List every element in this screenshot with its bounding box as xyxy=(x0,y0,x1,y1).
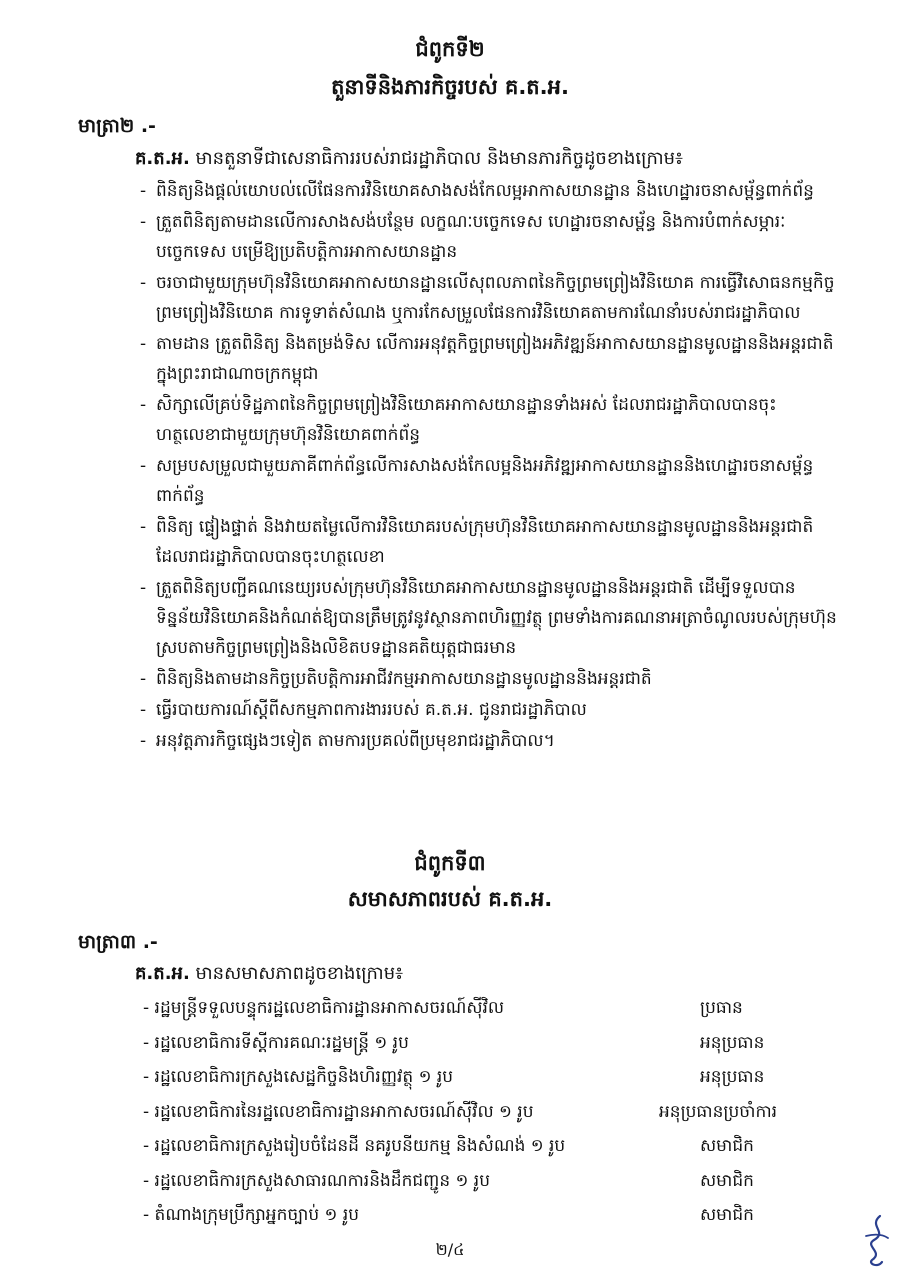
member-role: សមាជិក xyxy=(700,1205,754,1225)
member-row: - រដ្ឋលេខាធិការក្រសួងរៀបចំដែនដី នគរូបនីយកម្ម និងសំណង់ ១ រូប សមាជិក xyxy=(143,1131,843,1166)
chapter-2-subheading: តួនាទីនិងភារកិច្ចរបស់ គ.ត.អ. xyxy=(331,75,569,99)
member-title: រដ្ឋលេខាធិការក្រសួងសេដ្ឋកិច្ចនិងហិរញ្ញវត្ថុ ១ រូប xyxy=(154,1067,454,1087)
member-title: រដ្ឋលេខាធិការក្រសួងរៀបចំដែនដី នគរូបនីយកម្ម និងសំណង់ ១ រូប xyxy=(154,1136,566,1156)
article-3-intro xyxy=(135,960,835,988)
list-item: - ធ្វើរបាយការណ៍ស្តីពីសកម្មភាពការងាររបស់ គ.ត.អ. ជូនរាជរដ្ឋាភិបាល xyxy=(140,700,587,720)
member-role: សមាជិក xyxy=(700,1170,754,1191)
article-2-intro xyxy=(135,145,835,173)
article-3-intro-abbr: គ.ត.អ. xyxy=(135,963,190,984)
duties-list xyxy=(140,176,840,756)
member-title: រដ្ឋលេខាធិការទីស្តីការគណៈរដ្ឋមន្ត្រី ១ រូប xyxy=(154,1032,409,1053)
member-title: រដ្ឋមន្ត្រីទទួលបន្ទុករដ្ឋលេខាធិការដ្ឋានអាកាសចរណ៍ស៊ីវិល xyxy=(154,998,505,1018)
list-item: - ពិនិត្យនិងតាមដានកិច្ចប្រតិបត្តិការអាជីវកម្មអាកាសយានដ្ឋានមូលដ្ឋាននិងអន្តរជាតិ xyxy=(140,669,652,689)
chapter-3-heading: ជំពូកទី៣ xyxy=(414,851,486,875)
member-row: - រដ្ឋលេខាធិការក្រសួងសេដ្ឋកិច្ចនិងហិរញ្ញវត្ថុ ១ រូប អនុប្រធាន xyxy=(143,1062,843,1097)
member-row: - រដ្ឋលេខាធិការនៃរដ្ឋលេខាធិការដ្ឋានអាកាសចរណ៍ស៊ីវិល ១ រូប អនុប្រធានប្រចាំការ xyxy=(143,1097,843,1132)
article-3-label: មាត្រា៣ .- xyxy=(78,931,158,953)
page-number: ២/៤ xyxy=(435,1240,465,1259)
list-item: - អនុវត្តភារកិច្ចផ្សេងៗទៀត តាមការប្រគល់ពីប្រមុខរាជរដ្ឋាភិបាល។ xyxy=(140,731,555,751)
list-item: - ត្រួតពិនិត្យបញ្ជីគណនេយ្យរបស់ក្រុមហ៊ុនវិនិយោគអាកាសយានដ្ឋានមូលដ្ឋាននិងអន្តរជាតិ ដើម្បីទទួលបានទិន្នន័យវិនិយោគនិងកំណត់ឱ្យបានត្រឹមត្រូវនូវស្ថានភាពហិរញ្ញវត្ថុ ព្រមទាំងការគណនាអត្រាចំណូលរបស់ក្រុមហ៊ុន ស្របតាមកិច្ចព្រមព្រៀងនិងលិខិតបទដ្ឋានគតិយុត្តជាធរមាន xyxy=(140,578,837,658)
list-item: - សម្របសម្រួលជាមួយភាគីពាក់ព័ន្ធលើការសាងសង់កែលម្អនិងអភិវឌ្ឍអាកាសយានដ្ឋាននិងហេដ្ឋារចនាសម្ព័ន្ធពាក់ព័ន្ធ xyxy=(140,456,814,506)
member-row: - រដ្ឋមន្ត្រីទទួលបន្ទុករដ្ឋលេខាធិការដ្ឋានអាកាសចរណ៍ស៊ីវិល ប្រធាន xyxy=(143,993,843,1028)
article-2-label: មាត្រា២ .- xyxy=(78,115,156,137)
member-title: តំណាងក្រុមប្រឹក្សាអ្នកច្បាប់ ១ រូប xyxy=(154,1205,360,1225)
member-row: - តំណាងក្រុមប្រឹក្សាអ្នកច្បាប់ ១ រូប សមាជិក xyxy=(143,1200,843,1235)
list-item: - តាមដាន ត្រួតពិនិត្យ និងតម្រង់ទិស លើការអនុវត្តកិច្ចព្រមព្រៀងអភិវឌ្ឍន៍អាកាសយានដ្ឋានមូលដ្ឋាននិងអន្តរជាតិ ក្នុងព្រះរាជាណាចក្រកម្ពុជា xyxy=(140,334,834,384)
list-item: - ត្រួតពិនិត្យតាមដានលើការសាងសង់បន្ថែម លក្ខណៈបច្ចេកទេស ហេដ្ឋារចនាសម្ព័ន្ធ និងការបំពាក់សម្ភារៈបច្ចេកទេស បម្រើឱ្យប្រតិបត្តិការអាកាសយានដ្ឋាន xyxy=(140,212,786,262)
article-2-intro-text: មានតួនាទីជាសេនាធិការរបស់រាជរដ្ឋាភិបាល និងមានភារកិច្ចដូចខាងក្រោម៖ xyxy=(189,148,683,169)
member-role: អនុប្រធាន xyxy=(700,1032,765,1053)
member-role: អនុប្រធាន xyxy=(700,1067,765,1087)
member-title: រដ្ឋលេខាធិការក្រសួងសាធារណការនិងដឹកជញ្ជូន ១ រូប xyxy=(154,1170,490,1191)
member-role: ប្រធាន xyxy=(700,998,743,1018)
article-2-intro-abbr: គ.ត.អ. xyxy=(135,148,190,169)
chapter-3-subheading: សមាសភាពរបស់ គ.ត.អ. xyxy=(347,887,553,911)
member-row: - រដ្ឋលេខាធិការទីស្តីការគណៈរដ្ឋមន្ត្រី ១ រូប អនុប្រធាន xyxy=(143,1028,843,1063)
member-role: អនុប្រធានប្រចាំការ xyxy=(659,1101,778,1122)
article-3-intro-text: មានសមាសភាពដូចខាងក្រោម៖ xyxy=(189,963,404,984)
list-item: - ចរចាជាមួយក្រុមហ៊ុនវិនិយោគអាកាសយានដ្ឋានលើសុពលភាពនៃកិច្ចព្រមព្រៀងវិនិយោគ ការធ្វើវិសោធនកម្មកិច្ចព្រមព្រៀងវិនិយោគ ការទូទាត់សំណង ឬការកែសម្រួលផែនការវិនិយោគតាមការណែនាំរបស់រាជរដ្ឋាភិបាល xyxy=(140,273,835,323)
member-role: សមាជិក xyxy=(700,1136,754,1156)
signature-initial xyxy=(858,1212,894,1270)
list-item: - សិក្សាលើគ្រប់ទិដ្ឋភាពនៃកិច្ចព្រមព្រៀងវិនិយោគអាកាសយានដ្ឋានទាំងអស់ ដែលរាជរដ្ឋាភិបាលបានចុះហត្ថលេខាជាមួយក្រុមហ៊ុនវិនិយោគពាក់ព័ន្ធ xyxy=(140,395,777,445)
chapter-2-heading: ជំពូកទី២ xyxy=(415,37,485,61)
list-item: - ពិនិត្យ ផ្ទៀងផ្ទាត់ និងវាយតម្លៃលើការវិនិយោគរបស់ក្រុមហ៊ុនវិនិយោគអាកាសយានដ្ឋានមូលដ្ឋាននិងអន្តរជាតិ ដែលរាជរដ្ឋាភិបាលបានចុះហត្ថលេខា xyxy=(140,517,814,567)
member-row: - រដ្ឋលេខាធិការក្រសួងសាធារណការនិងដឹកជញ្ជូន ១ រូប សមាជិក xyxy=(143,1166,843,1201)
member-title: រដ្ឋលេខាធិការនៃរដ្ឋលេខាធិការដ្ឋានអាកាសចរណ៍ស៊ីវិល ១ រូប xyxy=(154,1101,534,1122)
members-list xyxy=(143,993,843,1235)
list-item: - ពិនិត្យនិងផ្តល់យោបល់លើផែនការវិនិយោគសាងសង់កែលម្អអាកាសយានដ្ឋាន និងហេដ្ឋារចនាសម្ព័ន្ធពាក់ព័ន្ធ xyxy=(140,181,814,201)
